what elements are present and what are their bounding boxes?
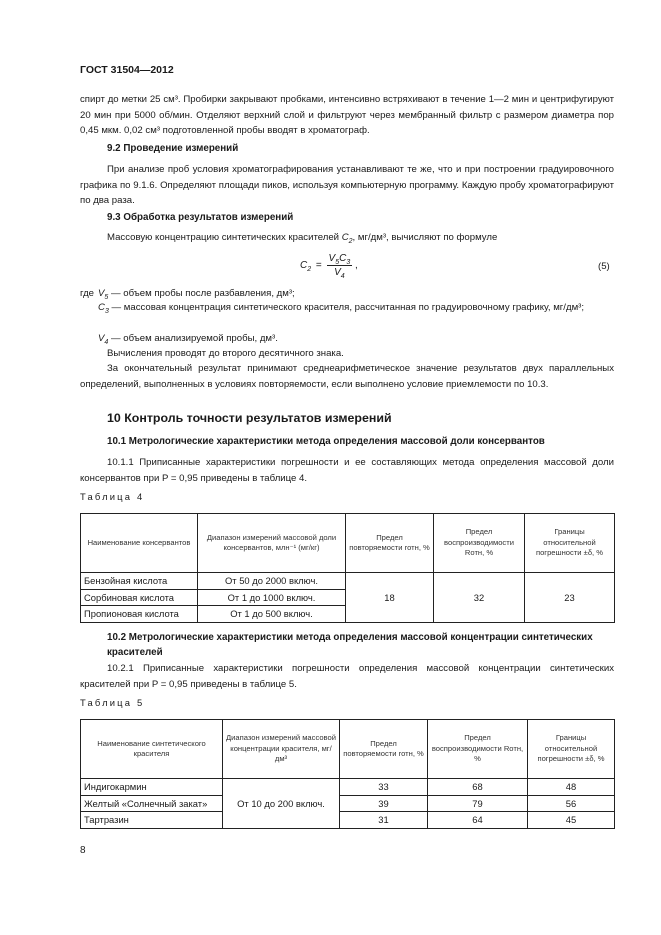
formula-5 [300, 252, 358, 279]
section-9-2-text: При анализе проб условия хроматографирования устанавливают те же, что и при построении градуировочного графика по 9.1.6. Определяют площади пиков, используя компьютерную программу. Каждую пробу хроматографируют по два раза. [80, 164, 614, 207]
table-row-delta: 56 [528, 795, 615, 812]
formula-eq: = [315, 260, 322, 272]
t5-header-R: Предел воспроизводимости Rотн, % [428, 720, 528, 779]
page-number: 8 [80, 845, 86, 856]
t4-R-value: 32 [434, 573, 525, 623]
formula-numerator: $V_5C_3$ [328, 253, 351, 266]
c2-symbol: $C_2$ [341, 232, 353, 245]
def-c3: $C_3$ — массовая концентрация синтетического красителя, рассчитанная по градуировочному графику, мг/дм³; [98, 302, 585, 315]
table-row-r: 39 [340, 795, 428, 812]
table-row-R: 68 [428, 779, 528, 796]
table-row-r: 33 [340, 779, 428, 796]
def-v4: $V_4$ — объем анализируемой пробы, дм³. [98, 333, 278, 346]
section-9-3-intro [80, 230, 614, 246]
formula-intro-suffix: , мг/дм³, вычисляют по формуле [352, 232, 498, 243]
section-10-title: 10 Контроль точности результатов измерений [107, 411, 392, 425]
section-10-1-title: 10.1 Метрологические характеристики метода определения массовой доли консервантов [107, 436, 545, 447]
section-9-2-title: 9.2 Проведение измерений [107, 143, 239, 154]
def-v5: $V_5$ — объем пробы после разбавления, дм³; [98, 288, 295, 301]
t5-header-r: Предел повторяемости rотн, % [340, 720, 428, 779]
table-row-name: Индигокармин [81, 779, 223, 796]
t5-header-range: Диапазон измерений массовой концентрации красителя, мг/дм³ [223, 720, 340, 779]
table-5-caption: Таблица 5 [80, 697, 145, 708]
intro-paragraph: спирт до метки 25 см³. Пробирки закрывают пробками, интенсивно встряхивают в течение 1—2 мин и центрифугируют 20 мин при 5000 об/мин. Отделяют верхний слой и фильтруют через мембранный фильтр с размером диаметра пор 0,45 мкм. 0,02 см³ подготовленной пробы вводят в хроматограф. [80, 94, 614, 137]
table-row-name: Тартразин [81, 812, 223, 829]
table-row-range: От 1 до 500 включ. [198, 606, 346, 623]
table-row-name: Сорбиновая кислота [81, 589, 198, 606]
rounding-note: Вычисления проводят до второго десятичного знака. [107, 348, 344, 359]
section-10-1-1-text: 10.1.1 Приписанные характеристики погрешности и ее составляющих метода определения массовой доли консервантов при P = 0,95 приведены в таблице 4. [80, 457, 614, 484]
table-4 [80, 513, 615, 623]
table-row-name: Бензойная кислота [81, 573, 198, 590]
table-row-r: 31 [340, 812, 428, 829]
t4-delta-value: 23 [525, 573, 615, 623]
section-10-2-title: 10.2 Метрологические характеристики метода определения массовой концентрации синтетических красителей [107, 632, 593, 658]
document-header: ГОСТ 31504—2012 [80, 64, 174, 76]
table-row-name: Пропионовая кислота [81, 606, 198, 623]
table-5 [80, 719, 615, 829]
final-result-text: За окончательный результат принимают среднеарифметическое значение результатов двух параллельных определений, выполненных в условиях повторяемости, если выполнено условие приемлемости по 10.3. [80, 363, 614, 390]
formula-denominator: $V_4$ [334, 267, 345, 280]
section-9-3-title: 9.3 Обработка результатов измерений [107, 212, 294, 223]
t5-header-name: Наименование синтетического красителя [81, 720, 223, 779]
where-label: где [80, 288, 95, 299]
table-row-range: От 1 до 1000 включ. [198, 589, 346, 606]
t4-r-value: 18 [346, 573, 434, 623]
table-4-caption: Таблица 4 [80, 491, 145, 502]
t4-header-r: Предел повторяемости rотн, % [346, 514, 434, 573]
table-row-R: 79 [428, 795, 528, 812]
formula-comma: , [355, 260, 358, 272]
t5-range-value: От 10 до 200 включ. [223, 779, 340, 829]
table-row-delta: 48 [528, 779, 615, 796]
t4-header-name: Наименование консервантов [81, 514, 198, 573]
formula-fraction [327, 252, 353, 279]
table-row-R: 64 [428, 812, 528, 829]
formula-number: (5) [598, 261, 610, 272]
formula-lhs: $C_2$ [300, 260, 312, 274]
section-10-2-1-text: 10.2.1 Приписанные характеристики погрешности определения массовой концентрации синтетических красителей при P = 0,95 приведены в таблице 5. [80, 663, 614, 690]
table-row-delta: 45 [528, 812, 615, 829]
table-row-range: От 50 до 2000 включ. [198, 573, 346, 590]
table-row-name: Желтый «Солнечный закат» [81, 795, 223, 812]
t4-header-delta: Границы относительной погрешности ±δ, % [525, 514, 615, 573]
t4-header-range: Диапазон измерений массовой доли консервантов, млн⁻¹ (мг/кг) [198, 514, 346, 573]
formula-intro-prefix: Массовую концентрацию синтетических красителей [107, 232, 342, 243]
t5-header-delta: Границы относительной погрешности ±δ, % [528, 720, 615, 779]
t4-header-R: Предел воспроизводимости Rотн, % [434, 514, 525, 573]
